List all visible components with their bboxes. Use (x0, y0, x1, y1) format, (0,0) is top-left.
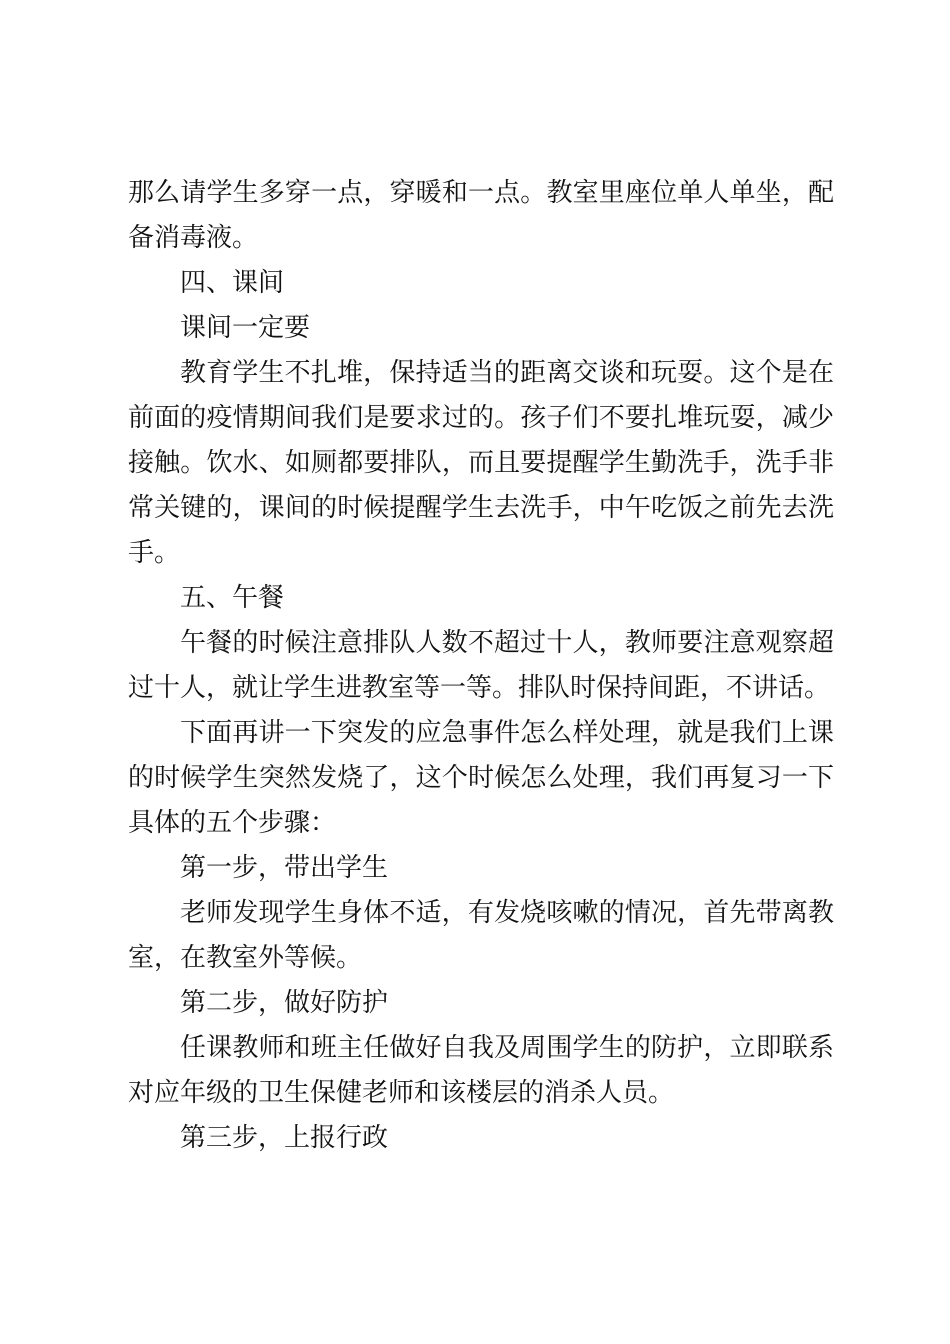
section-heading-lunch: 五、午餐 (180, 583, 285, 613)
paragraph-continuation: 那么请学生多穿一点，穿暖和一点。教室里座位单人单坐，配备消毒液。 (128, 178, 834, 253)
paragraph-break-intro: 课间一定要 (180, 313, 311, 343)
document-page (128, 171, 834, 1161)
paragraph-emergency-intro: 下面再讲一下突发的应急事件怎么样处理，就是我们上课的时候学生突然发烧了，这个时候怎么处理，我们再复习一下具体的五个步骤： (128, 718, 834, 838)
paragraph-lunch-details: 午餐的时候注意排队人数不超过十人，教师要注意观察超过十人，就让学生进教室等一等。排队时保持间距，不讲话。 (128, 628, 834, 703)
step-one-details: 老师发现学生身体不适，有发烧咳嗽的情况，首先带离教室，在教室外等候。 (128, 898, 834, 973)
step-three-heading: 第三步，上报行政 (180, 1123, 389, 1153)
paragraph-break-details: 教育学生不扎堆，保持适当的距离交谈和玩耍。这个是在前面的疫情期间我们是要求过的。孩子们不要扎堆玩耍，减少接触。饮水、如厕都要排队，而且要提醒学生勤洗手，洗手非常关键的，课间的时候提醒学生去洗手，中午吃饭之前先去洗手。 (128, 358, 834, 568)
step-one-heading: 第一步，带出学生 (180, 853, 389, 883)
step-two-details: 任课教师和班主任做好自我及周围学生的防护，立即联系对应年级的卫生保健老师和该楼层的消杀人员。 (128, 1033, 834, 1108)
step-two-heading: 第二步，做好防护 (180, 988, 389, 1018)
section-heading-break: 四、课间 (180, 268, 285, 298)
